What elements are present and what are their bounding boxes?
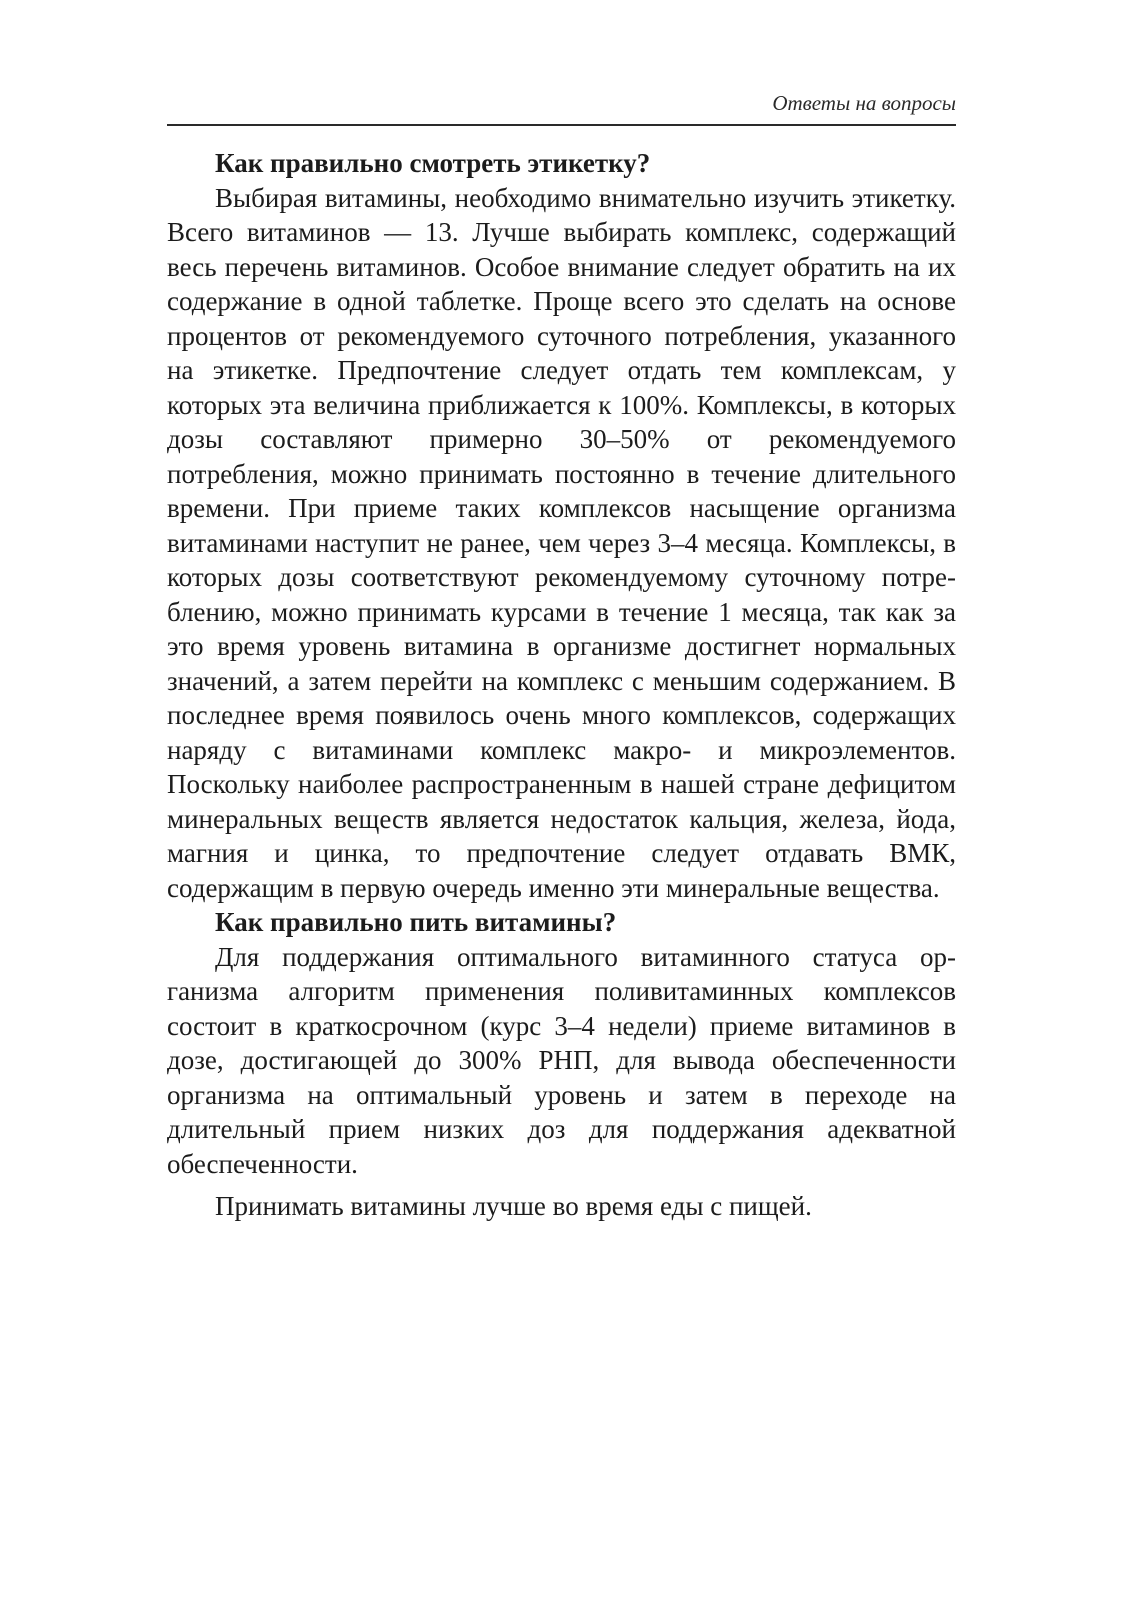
section-heading: Как правильно смотреть этикетку? <box>215 148 651 178</box>
header-rule <box>167 124 956 126</box>
section-taking-vitamins <box>167 905 956 1224</box>
page-body <box>167 146 956 1224</box>
section-heading: Как правильно пить витамины? <box>215 907 617 937</box>
running-head-title: Ответы на вопросы <box>772 91 956 115</box>
body-paragraph: Выбирая витамины, необходимо внимательно изучить этикетку. Всего витаминов — 13. Лучше выбирать комплекс, содержащий весь перечень витаминов. Особое внимание следует обратить на их содержание в одной таблетке. Проще всего это сделать на основе процентов от рекомендуемого суточного потребления, указанного на этикетке. Предпочтение следует отдать тем комплексам, у которых эта величина приближается к 100%. Комплексы, в которых дозы составляют примерно 30–50% от рекомендуемого потребления, можно принимать постоянно в течение длительного времени. При приеме таких комплексов насыщение организма витаминами наступит не ранее, чем через 3–4 месяца. Комплексы, в которых дозы соответствуют рекомендуемому суточному потреблению, можно принимать курсами в течение 1 месяца, так как за это время уровень витамина в организме достигнет нормальных значений, а затем перейти на комплекс с меньшим содержанием. В последнее время появилось очень много комплексов, содержащих наряду с витаминами комплекс макро- и микроэлементов. Поскольку наиболее распространенным в нашей стране дефицитом минеральных веществ является недостаток кальция, железа, йода, магния и цинка, то предпочтение следует отдавать ВМК, содержащим в первую очередь именно эти минеральные вещества. <box>167 182 956 903</box>
body-paragraph: Принимать витамины лучше во время еды с пищей. <box>215 1191 812 1221</box>
body-paragraph: Для поддержания оптимального витаминного статуса организма алгоритм применения поливитаминных комплексов состоит в краткосрочном (курс 3–4 недели) приеме витаминов в дозе, достигающей до 300% РНП, для вывода обеспеченности организма на оптимальный уровень и затем в переходе на длительный прием низких доз для поддержания адекватной обеспеченности. <box>167 941 956 1179</box>
section-label-reading <box>167 146 956 905</box>
